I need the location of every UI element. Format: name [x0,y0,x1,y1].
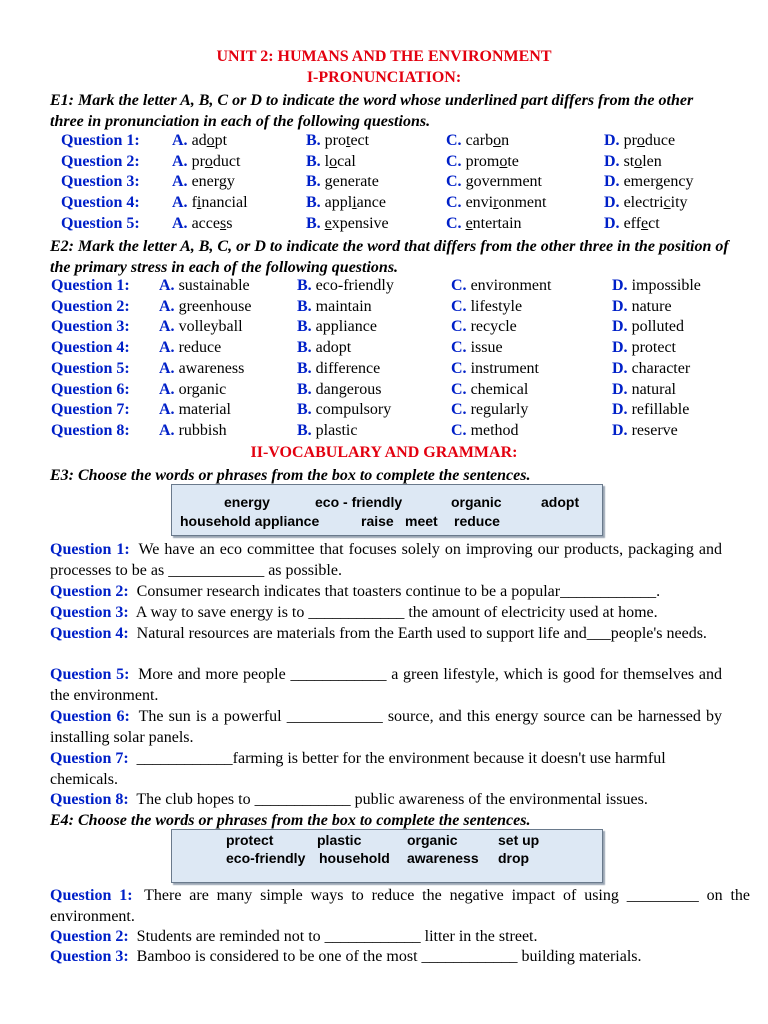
option-word: compulsory [315,401,392,419]
option-letter: C. [451,339,467,357]
e4-instruction: E4: Choose the words or phrases from the box to complete the sentences. [50,812,531,829]
e2-instruction: E2: Mark the letter A, B, C, or D to indicate the word that differs from the other three in the position of the primary stress in each of the following questions. [50,238,729,276]
e3-box-word: reduce [454,513,500,529]
option-letter: D. [604,132,620,149]
answer-option [451,381,528,399]
answer-option [612,381,676,399]
option-letter: C. [451,401,467,419]
answer-option [612,401,689,419]
option-word: adopt [191,132,228,149]
question-label: Question 1: [61,132,140,149]
question-label: Question 2: [50,928,129,945]
option-letter: B. [297,359,312,377]
answer-option [159,318,243,336]
e3-box-word: household appliance [180,513,320,529]
question-text: The sun is a powerful ____________ source, and this energy source can be harnessed by installing solar panels. [50,708,723,746]
option-word: appliance [315,318,377,336]
option-word: greenhouse [178,297,252,315]
question-label: Question 3: [50,604,129,621]
answer-option [159,422,227,440]
option-letter: C. [451,318,467,336]
section-title-pronunciation: I-PRONUNCIATION: [306,69,462,86]
option-letter: B. [297,277,312,294]
answer-option [451,298,522,316]
option-letter: D. [612,380,628,398]
option-letter: C. [451,359,467,377]
question-label: Question 6: [51,380,130,398]
option-letter: B. [306,152,321,170]
option-word: issue [470,339,503,357]
answer-option [446,215,522,233]
question-text: We have an eco committee that focuses solely on improving our products, packaging and processes to be as ____________ as possible. [50,541,723,579]
option-word: emergency [623,173,694,191]
answer-option [159,339,221,357]
option-letter: A. [159,380,175,398]
option-word: environment [465,194,547,212]
option-letter: C. [446,152,462,170]
option-letter: A. [159,277,175,294]
option-letter: D. [612,401,628,419]
question-text: The club hopes to ____________ public awareness of the environmental issues. [136,791,648,808]
answer-option [297,339,351,357]
option-letter: D. [604,214,620,232]
answer-option [446,132,509,150]
question-text: Students are reminded not to ____________ litter in the street. [136,928,538,945]
option-word: product [191,152,241,170]
answer-option [612,277,701,295]
e4-box-word: protect [226,832,274,848]
option-word: financial [191,194,248,212]
e3-question-7 [50,748,722,790]
question-label: Question 7: [51,401,130,419]
answer-option [297,277,394,295]
question-label: Question 7: [50,750,129,767]
option-letter: B. [297,297,312,315]
option-letter: B. [306,194,321,212]
answer-option [159,360,244,378]
answer-option [159,401,231,419]
answer-option [446,194,546,212]
answer-option [604,215,660,233]
option-letter: A. [172,214,188,232]
option-letter: A. [159,401,175,419]
answer-option [451,422,519,440]
answer-option [172,153,240,171]
answer-option [172,173,235,191]
question-row [0,277,720,298]
question-row [0,132,720,153]
e3-question-1 [50,539,722,581]
option-letter: B. [297,401,312,419]
e4-question-2 [50,926,722,947]
e3-box-word: raise [361,513,394,529]
option-letter: C. [446,194,462,212]
option-word: awareness [178,359,245,377]
option-letter: C. [451,421,467,439]
answer-option [451,401,528,419]
answer-option [451,339,503,357]
question-row [0,298,720,319]
option-word: appliance [324,194,386,212]
e4-question-1 [50,885,750,927]
question-label: Question 1: [50,541,130,558]
option-word: energy [191,173,235,191]
option-word: organic [178,380,227,398]
option-word: adopt [315,339,352,357]
e3-word-box [171,484,603,536]
option-word: expensive [324,214,389,232]
option-word: reduce [178,339,222,357]
option-letter: C. [446,132,462,149]
question-text: More and more people ____________ a green lifestyle, which is good for themselves and the environment. [50,666,722,704]
e3-box-word: eco - friendly [315,494,403,510]
option-word: difference [315,359,381,377]
question-label: Question 8: [51,421,130,439]
question-label: Question 2: [50,583,129,600]
e3-box-word: adopt [541,494,580,510]
answer-option [172,132,227,150]
answer-option [159,277,250,295]
option-word: rubbish [178,421,227,439]
option-letter: D. [604,194,620,212]
answer-option [306,194,386,212]
question-row [0,194,720,215]
option-word: carbon [465,132,510,149]
option-letter: A. [172,152,188,170]
answer-option [159,381,226,399]
option-word: reserve [631,421,678,439]
question-label: Question 1: [51,277,130,294]
option-letter: C. [446,173,462,191]
option-letter: D. [612,318,628,336]
e4-box-word: drop [498,850,530,866]
answer-option [604,173,693,191]
option-letter: A. [159,318,175,336]
question-row [0,339,720,360]
answer-option [612,360,690,378]
answer-option [612,422,678,440]
question-text: A way to save energy is to ____________ the amount of electricity used at home. [135,604,658,621]
question-label: Question 2: [61,152,140,170]
option-word: regularly [470,401,529,419]
answer-option [451,277,551,295]
option-letter: D. [612,277,628,294]
e3-box-word: organic [451,494,502,510]
option-word: lifestyle [470,297,523,315]
option-letter: D. [612,297,628,315]
option-word: character [631,359,691,377]
option-letter: B. [297,380,312,398]
answer-option [297,360,380,378]
question-text: Natural resources are materials from the Earth used to support life and___people's needs. [136,625,707,642]
question-text: Consumer research indicates that toasters continue to be a popular____________. [136,583,661,600]
answer-option [172,215,232,233]
question-row [0,215,720,236]
option-letter: A. [172,194,188,212]
question-row [0,381,720,402]
e3-question-8 [50,789,722,810]
option-word: generate [324,173,379,191]
e3-question-5 [50,664,722,706]
option-letter: D. [612,359,628,377]
question-label: Question 4: [61,194,140,212]
option-word: electricity [623,194,688,212]
option-word: eco-friendly [315,277,394,294]
answer-option [612,298,672,316]
question-row [0,153,720,174]
option-letter: B. [306,214,321,232]
option-letter: C. [446,214,462,232]
question-row [0,360,720,381]
e4-box-word: organic [407,832,458,848]
section-title-vocabulary: II-VOCABULARY AND GRAMMAR: [250,444,518,461]
answer-option [306,215,389,233]
question-label: Question 1: [50,887,133,904]
option-letter: D. [612,421,628,439]
option-word: effect [623,214,660,232]
answer-option [159,298,251,316]
answer-option [297,401,391,419]
option-word: government [465,173,542,191]
option-letter: D. [612,339,628,357]
answer-option [446,153,519,171]
option-word: natural [631,380,676,398]
answer-option [604,132,675,150]
e4-box-word: set up [498,832,540,848]
answer-option [297,298,372,316]
option-word: plastic [315,421,358,439]
question-row [0,401,720,422]
e1-instruction: E1: Mark the letter A, B, C or D to indicate the word whose underlined part differs from the other three in pronunciation in each of the following questions. [50,92,694,130]
option-word: method [470,421,519,439]
answer-option [306,132,369,150]
option-word: stolen [623,152,662,170]
option-word: polluted [631,318,684,336]
option-letter: D. [604,173,620,191]
question-row [0,173,720,194]
answer-option [451,318,517,336]
question-label: Question 2: [51,297,130,315]
option-letter: A. [172,173,188,191]
option-word: material [178,401,231,419]
question-label: Question 5: [61,214,140,232]
question-label: Question 3: [50,948,129,965]
answer-option [297,422,357,440]
option-word: local [324,152,356,170]
option-word: dangerous [315,380,382,398]
answer-option [306,153,356,171]
e3-instruction: E3: Choose the words or phrases from the box to complete the sentences. [50,467,531,484]
question-label: Question 3: [51,318,130,336]
option-letter: B. [297,421,312,439]
option-word: protect [631,339,676,357]
option-letter: D. [604,152,620,170]
e3-question-3 [50,602,722,623]
option-letter: B. [297,318,312,336]
option-word: promote [465,152,519,170]
answer-option [612,339,676,357]
question-label: Question 8: [50,791,129,808]
option-letter: C. [451,277,467,294]
unit-title: UNIT 2: HUMANS AND THE ENVIRONMENT [216,48,552,65]
option-letter: B. [306,132,321,149]
answer-option [451,360,539,378]
option-letter: A. [159,359,175,377]
option-letter: A. [159,339,175,357]
option-word: produce [623,132,676,149]
e4-word-box [171,829,603,883]
e4-question-3 [50,946,722,967]
option-letter: A. [172,132,188,149]
option-word: instrument [470,359,539,377]
e3-question-6 [50,706,722,748]
e3-box-word: meet [405,513,438,529]
option-word: nature [631,297,672,315]
option-word: protect [324,132,370,149]
e3-question-2 [50,581,722,602]
answer-option [604,153,662,171]
question-label: Question 3: [61,173,140,191]
question-row [0,318,720,339]
option-word: entertain [465,214,522,232]
option-word: refillable [631,401,690,419]
question-text: There are many simple ways to reduce the negative impact of using _________ on the environment. [50,887,751,925]
option-letter: A. [159,297,175,315]
answer-option [306,173,379,191]
answer-option [172,194,248,212]
option-letter: B. [306,173,321,191]
option-letter: B. [297,339,312,357]
option-word: environment [470,277,552,294]
e4-box-word: eco-friendly [226,850,306,866]
option-word: recycle [470,318,517,336]
question-label: Question 4: [51,339,130,357]
question-label: Question 5: [50,666,130,683]
option-word: access [191,214,233,232]
answer-option [604,194,688,212]
e3-question-4 [50,623,722,644]
option-word: maintain [315,297,372,315]
e4-box-word: awareness [407,850,479,866]
answer-option [297,381,381,399]
answer-option [446,173,542,191]
e4-box-word: plastic [317,832,362,848]
option-word: sustainable [178,277,250,294]
question-label: Question 4: [50,625,129,642]
option-word: chemical [470,380,529,398]
answer-option [612,318,684,336]
option-letter: C. [451,297,467,315]
e4-box-word: household [319,850,390,866]
answer-option [297,318,377,336]
question-label: Question 5: [51,359,130,377]
question-label: Question 6: [50,708,130,725]
question-text: Bamboo is considered to be one of the most ____________ building materials. [136,948,642,965]
question-text: ____________farming is better for the environment because it doesn't use harmful chemicals. [50,750,666,788]
option-letter: C. [451,380,467,398]
option-letter: A. [159,421,175,439]
question-row [0,422,720,443]
e3-box-word: energy [224,494,270,510]
option-word: volleyball [178,318,243,336]
option-word: impossible [631,277,701,294]
